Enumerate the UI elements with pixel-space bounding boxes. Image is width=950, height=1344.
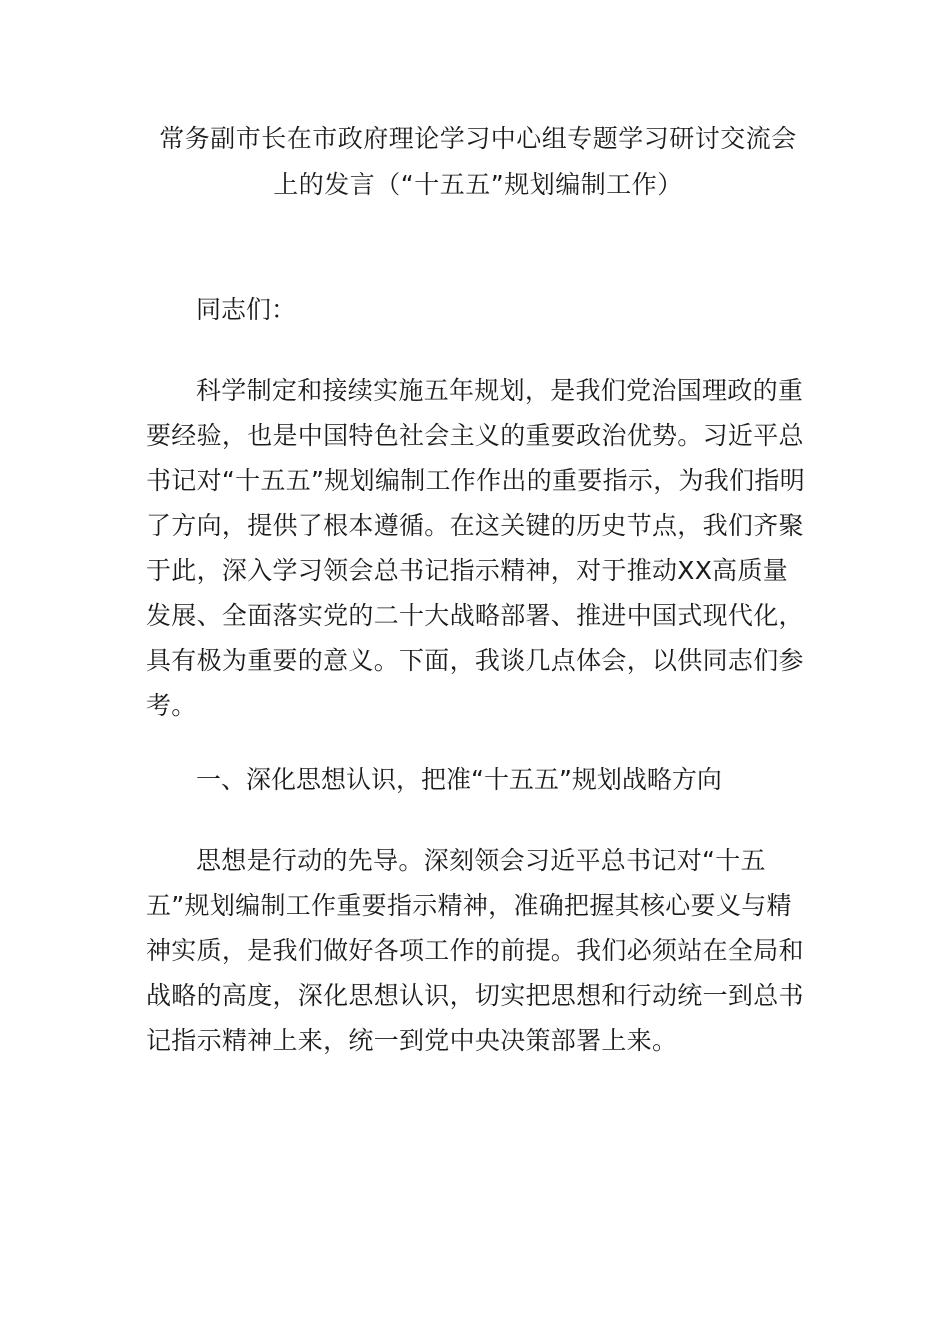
intro-paragraph: 科学制定和接续实施五年规划，是我们党治国理政的重要经验，也是中国特色社会主义的重要政治优势。习近平总书记对“十五五”规划编制工作作出的重要指示，为我们指明了方向，提供了根本遵循。在这关键的历史节点，我们齐聚于此，深入学习领会总书记指示精神，对于推动XX高质量发展、全面落实党的二十大战略部署、推进中国式现代化，具有极为重要的意义。下面，我谈几点体会，以供同志们参考。 [146, 376, 806, 720]
document-title-line1: 常务副市长在市政府理论学习中心组专题学习研讨交流会 [159, 124, 797, 153]
section-1-heading: 一、深化思想认识，把准“十五五”规划战略方向 [196, 765, 722, 794]
section-1-paragraph: 思想是行动的先导。深刻领会习近平总书记对“十五五”规划编制工作重要指示精神，准确把握其核心要义与精神实质，是我们做好各项工作的前提。我们必须站在全局和战略的高度，深化思想认识，切实把思想和行动统一到总书记指示精神上来，统一到党中央决策部署上来。 [146, 846, 804, 1055]
salutation: 同志们： [196, 295, 297, 324]
document-title-line2: 上的发言（“十五五”规划编制工作） [273, 170, 683, 199]
document-title [148, 116, 808, 208]
